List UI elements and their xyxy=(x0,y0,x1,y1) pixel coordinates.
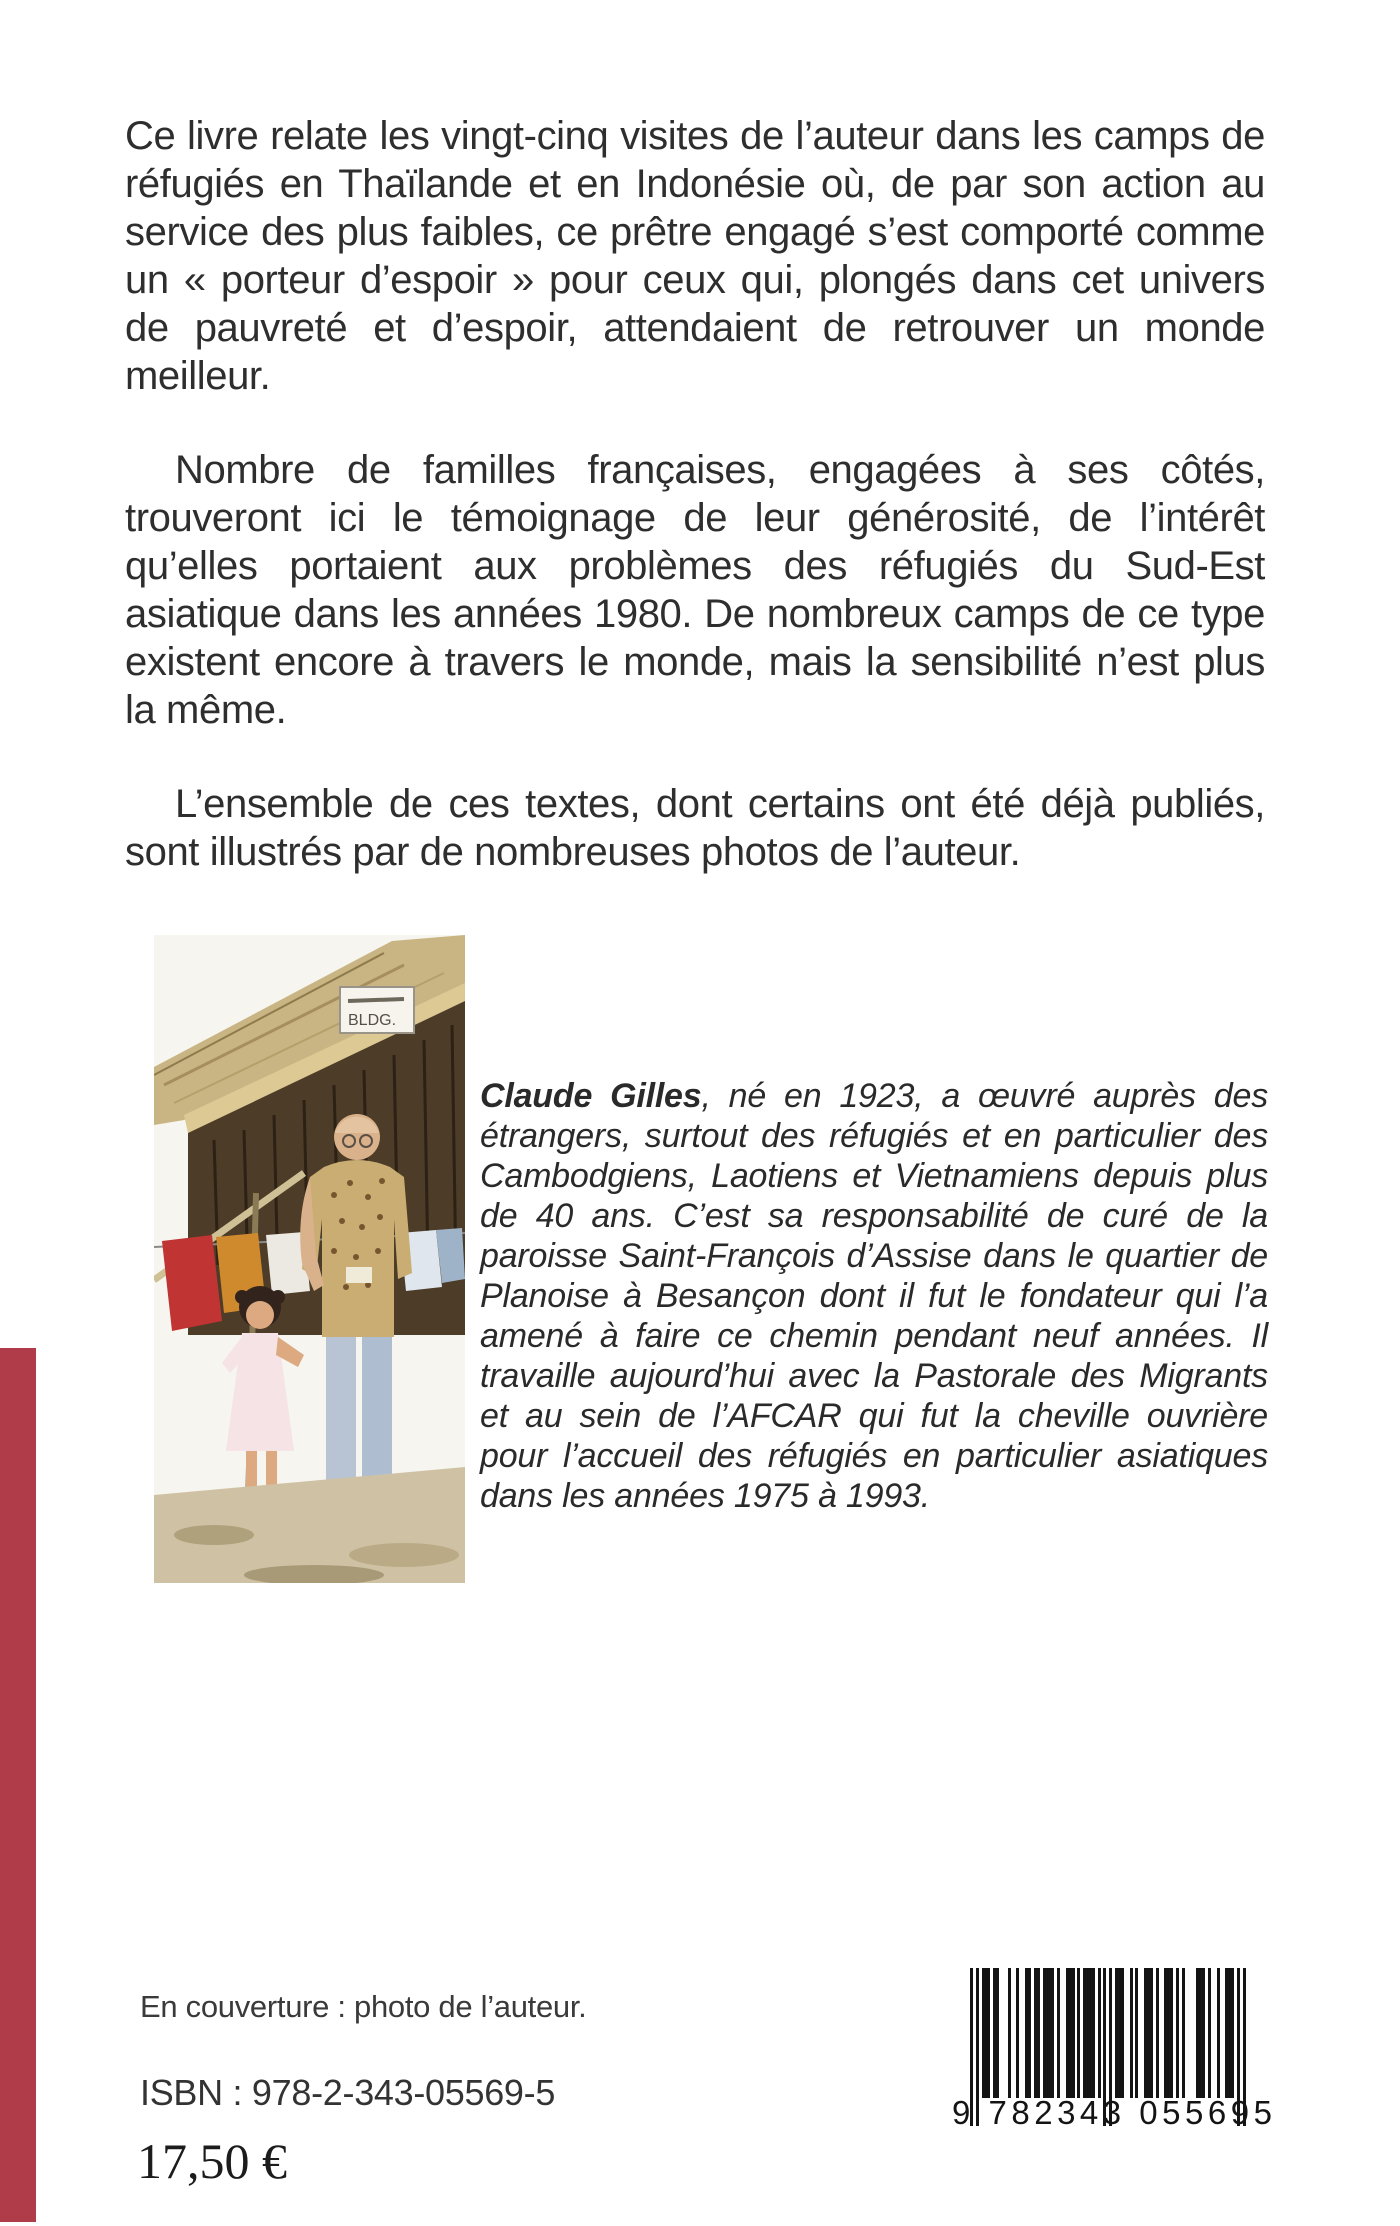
camp-photo-illustration xyxy=(154,935,465,1583)
synopsis-paragraph-2: Nombre de familles françaises, engagées à ses côtés, trouveront ici le témoignage de leur générosité, de l’intérêt qu’elles portaient aux problèmes des réfugiés du Sud-Est asiatique dans les années 1980. De nombreux camps de ce type existent encore à travers le monde, mais la sensibilité n’est plus la même. xyxy=(125,448,1265,732)
author-bio xyxy=(480,1076,1268,1516)
price: 17,50 € xyxy=(137,2133,287,2189)
cover-credit-note: En couverture : photo de l’auteur. xyxy=(140,1989,587,2024)
synopsis-paragraph-1: Ce livre relate les vingt-cinq visites de l’auteur dans les camps de réfugiés en Thaïlande et en Indonésie où, de par son action au service des plus faibles, ce prêtre engagé s’est comporté comme un « porteur d’espoir » pour ceux qui, plongés dans cet univers de pauvreté et d’espoir, attendaient de retrouver un monde meilleur. xyxy=(125,114,1265,398)
photo-red-cloth xyxy=(162,1235,222,1331)
photo-sign xyxy=(340,987,414,1033)
author-name: Claude Gilles xyxy=(480,1077,702,1115)
barcode xyxy=(952,1968,1277,2131)
isbn-number: ISBN : 978-2-343-05569-5 xyxy=(140,2072,556,2113)
author-photo xyxy=(154,935,465,1583)
barcode-digits: 9 782343 055695 xyxy=(952,2094,1277,2131)
synopsis xyxy=(125,112,1265,876)
svg-text:BLDG.: BLDG. xyxy=(348,1012,397,1029)
author-bio-text: , né en 1923, a œuvré auprès des étrangers, surtout des réfugiés et en particulier des Cambodgiens, Laotiens et Vietnamiens depuis plus de 40 ans. C’est sa responsabilité de curé de la paroisse Saint-François d’Assise dans le quartier de Planoise à Besançon dont il fut le fondateur qui l’a amené à faire ce chemin pendant neuf années. Il travaille aujourd’hui avec la Pastorale des Migrants et au sein de l’AFCAR qui fut la cheville ouvrière pour l’accueil des réfugiés en particulier asiatiques dans les années 1975 à 1993. xyxy=(480,1077,1268,1515)
synopsis-paragraph-3: L’ensemble de ces textes, dont certains ont été déjà publiés, sont illustrés par de nombreuses photos de l’auteur. xyxy=(125,782,1265,874)
spine-accent-bar xyxy=(0,1348,36,2222)
